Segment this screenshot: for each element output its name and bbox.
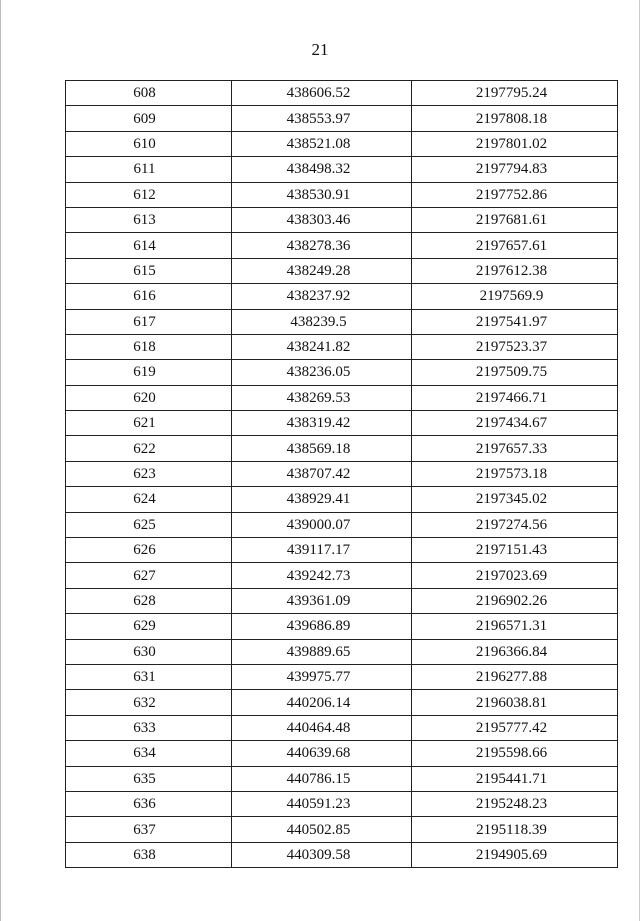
table-row	[66, 461, 618, 486]
y-coordinate-cell: 2196366.84	[412, 639, 618, 664]
y-coordinate-cell: 2197657.61	[412, 233, 618, 258]
point-number-cell: 625	[66, 512, 232, 537]
x-coordinate-cell: 440309.58	[232, 842, 412, 867]
table-row	[66, 512, 618, 537]
x-coordinate-cell: 440639.68	[232, 741, 412, 766]
point-number-cell: 630	[66, 639, 232, 664]
y-coordinate-cell: 2197752.86	[412, 182, 618, 207]
page-edge-left	[0, 0, 1, 921]
point-number-cell: 632	[66, 690, 232, 715]
table-row	[66, 258, 618, 283]
table-row	[66, 487, 618, 512]
x-coordinate-cell: 440502.85	[232, 817, 412, 842]
y-coordinate-cell: 2196571.31	[412, 614, 618, 639]
point-number-cell: 638	[66, 842, 232, 867]
point-number-cell: 619	[66, 360, 232, 385]
point-number-cell: 626	[66, 538, 232, 563]
y-coordinate-cell: 2197794.83	[412, 157, 618, 182]
x-coordinate-cell: 439000.07	[232, 512, 412, 537]
table-row	[66, 131, 618, 156]
point-number-cell: 635	[66, 766, 232, 791]
y-coordinate-cell: 2197523.37	[412, 334, 618, 359]
page-number: 21	[311, 40, 329, 59]
x-coordinate-cell: 440591.23	[232, 791, 412, 816]
point-number-cell: 637	[66, 817, 232, 842]
y-coordinate-cell: 2197808.18	[412, 106, 618, 131]
x-coordinate-cell: 438303.46	[232, 207, 412, 232]
x-coordinate-cell: 438278.36	[232, 233, 412, 258]
table-row	[66, 842, 618, 867]
point-number-cell: 627	[66, 563, 232, 588]
point-number-cell: 615	[66, 258, 232, 283]
table-row	[66, 563, 618, 588]
point-number-cell: 636	[66, 791, 232, 816]
point-number-cell: 614	[66, 233, 232, 258]
x-coordinate-cell: 438237.92	[232, 284, 412, 309]
point-number-cell: 620	[66, 385, 232, 410]
point-number-cell: 608	[66, 81, 232, 106]
x-coordinate-cell: 438530.91	[232, 182, 412, 207]
table-row	[66, 538, 618, 563]
y-coordinate-cell: 2197657.33	[412, 436, 618, 461]
table-row	[66, 106, 618, 131]
table-row	[66, 81, 618, 106]
y-coordinate-cell: 2194905.69	[412, 842, 618, 867]
table-row	[66, 334, 618, 359]
point-number-cell: 618	[66, 334, 232, 359]
x-coordinate-cell: 438269.53	[232, 385, 412, 410]
table-row	[66, 639, 618, 664]
table-row	[66, 664, 618, 689]
point-number-cell: 624	[66, 487, 232, 512]
x-coordinate-cell: 438606.52	[232, 81, 412, 106]
table-row	[66, 791, 618, 816]
table-row	[66, 766, 618, 791]
table-row	[66, 182, 618, 207]
y-coordinate-cell: 2197434.67	[412, 411, 618, 436]
table-row	[66, 715, 618, 740]
y-coordinate-cell: 2197573.18	[412, 461, 618, 486]
x-coordinate-cell: 439117.17	[232, 538, 412, 563]
point-number-cell: 609	[66, 106, 232, 131]
table-row	[66, 614, 618, 639]
x-coordinate-cell: 438241.82	[232, 334, 412, 359]
x-coordinate-cell: 438521.08	[232, 131, 412, 156]
coordinate-table	[65, 80, 618, 868]
y-coordinate-cell: 2197801.02	[412, 131, 618, 156]
x-coordinate-cell: 438929.41	[232, 487, 412, 512]
point-number-cell: 616	[66, 284, 232, 309]
y-coordinate-cell: 2196902.26	[412, 588, 618, 613]
y-coordinate-cell: 2197541.97	[412, 309, 618, 334]
table-row	[66, 385, 618, 410]
point-number-cell: 621	[66, 411, 232, 436]
x-coordinate-cell: 440786.15	[232, 766, 412, 791]
x-coordinate-cell: 438239.5	[232, 309, 412, 334]
point-number-cell: 633	[66, 715, 232, 740]
table-row	[66, 436, 618, 461]
x-coordinate-cell: 438319.42	[232, 411, 412, 436]
point-number-cell: 617	[66, 309, 232, 334]
y-coordinate-cell: 2197612.38	[412, 258, 618, 283]
y-coordinate-cell: 2195777.42	[412, 715, 618, 740]
point-number-cell: 610	[66, 131, 232, 156]
y-coordinate-cell: 2195118.39	[412, 817, 618, 842]
point-number-cell: 622	[66, 436, 232, 461]
table-row	[66, 411, 618, 436]
table-row	[66, 284, 618, 309]
point-number-cell: 631	[66, 664, 232, 689]
y-coordinate-cell: 2197151.43	[412, 538, 618, 563]
y-coordinate-cell: 2195441.71	[412, 766, 618, 791]
y-coordinate-cell: 2197274.56	[412, 512, 618, 537]
x-coordinate-cell: 439361.09	[232, 588, 412, 613]
point-number-cell: 613	[66, 207, 232, 232]
x-coordinate-cell: 438553.97	[232, 106, 412, 131]
y-coordinate-cell: 2197023.69	[412, 563, 618, 588]
y-coordinate-cell: 2195598.66	[412, 741, 618, 766]
table-row	[66, 690, 618, 715]
x-coordinate-cell: 438707.42	[232, 461, 412, 486]
point-number-cell: 623	[66, 461, 232, 486]
x-coordinate-cell: 438236.05	[232, 360, 412, 385]
y-coordinate-cell: 2197509.75	[412, 360, 618, 385]
x-coordinate-cell: 438249.28	[232, 258, 412, 283]
table-row	[66, 207, 618, 232]
table-row	[66, 588, 618, 613]
point-number-cell: 612	[66, 182, 232, 207]
point-number-cell: 628	[66, 588, 232, 613]
x-coordinate-cell: 438498.32	[232, 157, 412, 182]
y-coordinate-cell: 2197569.9	[412, 284, 618, 309]
y-coordinate-cell: 2196277.88	[412, 664, 618, 689]
y-coordinate-cell: 2197681.61	[412, 207, 618, 232]
x-coordinate-cell: 439686.89	[232, 614, 412, 639]
point-number-cell: 634	[66, 741, 232, 766]
y-coordinate-cell: 2196038.81	[412, 690, 618, 715]
y-coordinate-cell: 2197795.24	[412, 81, 618, 106]
x-coordinate-cell: 438569.18	[232, 436, 412, 461]
x-coordinate-cell: 440464.48	[232, 715, 412, 740]
table-row	[66, 309, 618, 334]
x-coordinate-cell: 439242.73	[232, 563, 412, 588]
table-row	[66, 233, 618, 258]
x-coordinate-cell: 439975.77	[232, 664, 412, 689]
point-number-cell: 611	[66, 157, 232, 182]
table-row	[66, 157, 618, 182]
table-row	[66, 817, 618, 842]
x-coordinate-cell: 439889.65	[232, 639, 412, 664]
y-coordinate-cell: 2195248.23	[412, 791, 618, 816]
table-row	[66, 360, 618, 385]
y-coordinate-cell: 2197466.71	[412, 385, 618, 410]
point-number-cell: 629	[66, 614, 232, 639]
x-coordinate-cell: 440206.14	[232, 690, 412, 715]
table-row	[66, 741, 618, 766]
coordinate-table-body	[66, 81, 618, 868]
y-coordinate-cell: 2197345.02	[412, 487, 618, 512]
